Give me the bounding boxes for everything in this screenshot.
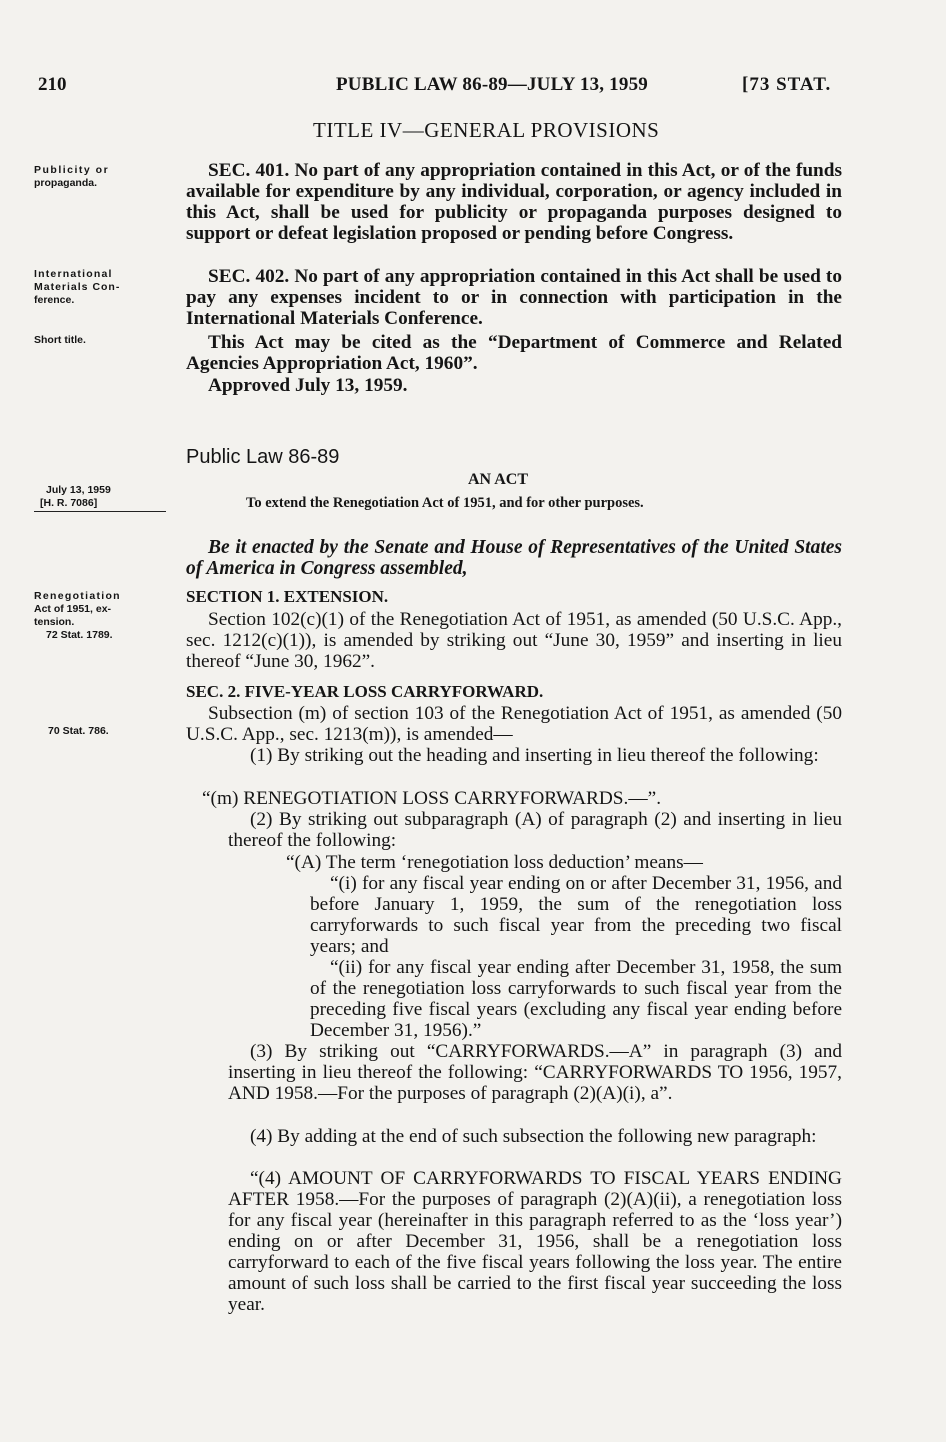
paragraph-2: (2) By striking out subparagraph (A) of paragraph (2) and inserting in lieu thereof the following:	[228, 809, 842, 851]
enacting-clause: Be it enacted by the Senate and House of Representatives of the United States of America in Congress assembled,	[186, 537, 842, 579]
paragraph-4: (4) By adding at the end of such subsection the following new paragraph:	[250, 1126, 817, 1147]
margin-note-law-date	[34, 484, 174, 510]
approved-date: Approved July 13, 1959.	[208, 375, 408, 396]
section-401: SEC. 401. No part of any appropriation contained in this Act, or of the funds available for expenditure by any individual, corporation, or agency included in this Act, shall be used for publicity or propaganda purposes designed to support or defeat legislation proposed or pending before Congress.	[186, 160, 842, 244]
title-heading: TITLE IV—GENERAL PROVISIONS	[313, 118, 660, 142]
margin-note-materials	[34, 268, 174, 307]
running-head: PUBLIC LAW 86-89—JULY 13, 1959	[336, 74, 648, 95]
section-1-text: Section 102(c)(1) of the Renegotiation Act of 1951, as amended (50 U.S.C. App., sec. 1212(c)(1)), is amended by striking out “June 30, 1959” and inserting in lieu thereof “June 30, 1962”.	[186, 609, 842, 672]
margin-note-short-title: Short title.	[34, 334, 86, 346]
margin-line: Publicity or	[34, 164, 110, 176]
margin-note-70-stat: 70 Stat. 786.	[48, 725, 109, 737]
paragraph-4-quote: “(4) AMOUNT OF CARRYFORWARDS TO FISCAL YEARS ENDING AFTER 1958.—For the purposes of paragraph (2)(A)(ii), a renegotiation loss for any fiscal year (hereinafter in this paragraph referred to as the ‘loss year’) ending on or after December 31, 1956, shall be a renegotiation loss carryforward to each of the five fiscal years following the loss year. The entire amount of such loss shall be carried to the first fiscal year succeeding the loss year.	[228, 1168, 842, 1315]
margin-line: propaganda.	[34, 177, 98, 189]
paragraph-2-i: “(i) for any fiscal year ending on or after December 31, 1956, and before January 1, 1959, the sum of the renegotiation loss carryforwards to such fiscal year from the preceding two fiscal years; and	[310, 873, 842, 957]
short-title-text: This Act may be cited as the “Department of Commerce and Related Agencies Appropriation Act, 1960”.	[186, 332, 842, 374]
section-2-heading: SEC. 2. FIVE-YEAR LOSS CARRYFORWARD.	[186, 682, 544, 701]
margin-note-publicity	[34, 164, 174, 190]
public-law-label: Public Law 86-89	[186, 446, 340, 468]
margin-line: tension.	[34, 616, 75, 628]
act-purpose: To extend the Renegotiation Act of 1951, and for other purposes.	[246, 495, 644, 511]
margin-line: Renegotiation	[34, 590, 121, 602]
margin-line: Materials Con-	[34, 281, 121, 293]
margin-line: July 13, 1959	[46, 484, 111, 496]
quote-text: “(m) RENEGOTIATION LOSS CARRYFORWARDS.—”.	[202, 788, 662, 809]
paragraph-1-quote	[202, 788, 842, 809]
paragraph-2-ii: “(ii) for any fiscal year ending after December 31, 1958, the sum of the renegotiation loss carryforwards to such fiscal year from the preceding five fiscal years (excluding any fiscal year ending before December 31, 1956).”	[310, 957, 842, 1041]
paragraph-3: (3) By striking out “CARRYFORWARDS.—A” in paragraph (3) and inserting in lieu thereof the following: “CARRYFORWARDS TO 1956, 1957, AND 1958.—For the purposes of paragraph (2)(A)(i), a”.	[228, 1041, 842, 1104]
margin-line: ference.	[34, 294, 75, 306]
paragraph-1: (1) By striking out the heading and inserting in lieu thereof the following:	[250, 745, 819, 766]
statute-reference: [73 STAT.	[742, 74, 832, 95]
margin-line: [H. R. 7086]	[40, 497, 98, 509]
section-402: SEC. 402. No part of any appropriation contained in this Act shall be used to pay any expenses incident to or in connection with participation in the International Materials Conference.	[186, 266, 842, 329]
margin-line: Act of 1951, ex-	[34, 603, 112, 615]
margin-note-renegotiation	[34, 590, 174, 642]
paragraph-2-a: “(A) The term ‘renegotiation loss deduction’ means—	[286, 852, 703, 873]
an-act-heading: AN ACT	[468, 471, 529, 488]
margin-line: International	[34, 268, 113, 280]
section-2-text: Subsection (m) of section 103 of the Renegotiation Act of 1951, as amended (50 U.S.C. App., sec. 1213(m)), is amended—	[186, 703, 842, 745]
section-1-heading: SECTION 1. EXTENSION.	[186, 587, 389, 606]
margin-rule	[34, 511, 166, 512]
page-number: 210	[38, 74, 67, 95]
margin-line: 72 Stat. 1789.	[46, 629, 113, 641]
